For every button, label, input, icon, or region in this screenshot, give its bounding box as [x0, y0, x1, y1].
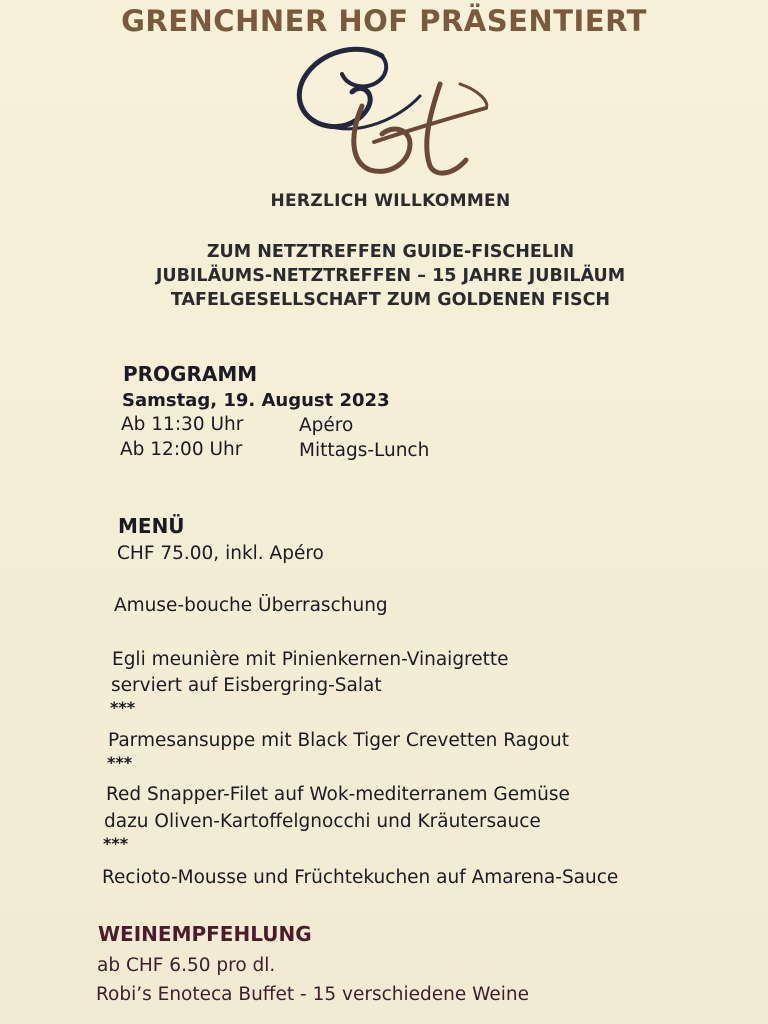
programm-time: Ab 12:00 Uhr	[120, 439, 243, 460]
menu-course-line: serviert auf Eisbergring-Salat	[111, 675, 382, 696]
event-line: JUBILÄUMS-NETZTREFFEN – 15 JAHRE JUBILÄUM	[155, 266, 626, 286]
course-separator: ***	[110, 698, 136, 717]
menu-title: MENÜ	[118, 514, 185, 538]
menu-course-line: Parmesansuppe mit Black Tiger Crevetten Ragout	[108, 730, 570, 751]
menu-course-line: Recioto-Mousse und Früchtekuchen auf Amarena-Sauce	[102, 867, 619, 888]
course-separator: ***	[103, 834, 129, 853]
event-description	[0, 240, 768, 312]
menu-course-line: Red Snapper-Filet auf Wok-mediterranem Gemüse	[106, 784, 570, 805]
programm-title: PROGRAMM	[123, 362, 258, 386]
programm-event: Apéro	[299, 415, 354, 436]
welcome-heading: HERZLICH WILLKOMMEN	[270, 191, 511, 211]
menu-price: CHF 75.00, inkl. Apéro	[117, 543, 324, 564]
wine-line: ab CHF 6.50 pro dl.	[97, 955, 276, 976]
gh-monogram-logo	[290, 44, 500, 179]
menu-course-line: dazu Oliven-Kartoffelgnocchi und Kräutersauce	[104, 811, 541, 832]
wine-title: WEINEMPFEHLUNG	[98, 922, 312, 946]
menu-course-line: Egli meunière mit Pinienkernen-Vinaigrette	[112, 649, 509, 670]
event-line: TAFELGESELLSCHAFT ZUM GOLDENEN FISCH	[170, 290, 611, 310]
programm-time: Ab 11:30 Uhr	[121, 414, 244, 435]
programm-event: Mittags-Lunch	[299, 440, 430, 461]
header-title: GRENCHNER HOF PRÄSENTIERT	[121, 4, 647, 38]
course-separator: ***	[107, 753, 133, 772]
wine-line: Robi’s Enoteca Buffet - 15 verschiedene Weine	[96, 984, 529, 1005]
event-line: ZUM NETZTREFFEN GUIDE-FISCHELIN	[206, 242, 575, 262]
programm-date: Samstag, 19. August 2023	[122, 390, 390, 411]
menu-amuse: Amuse-bouche Überraschung	[114, 595, 388, 616]
